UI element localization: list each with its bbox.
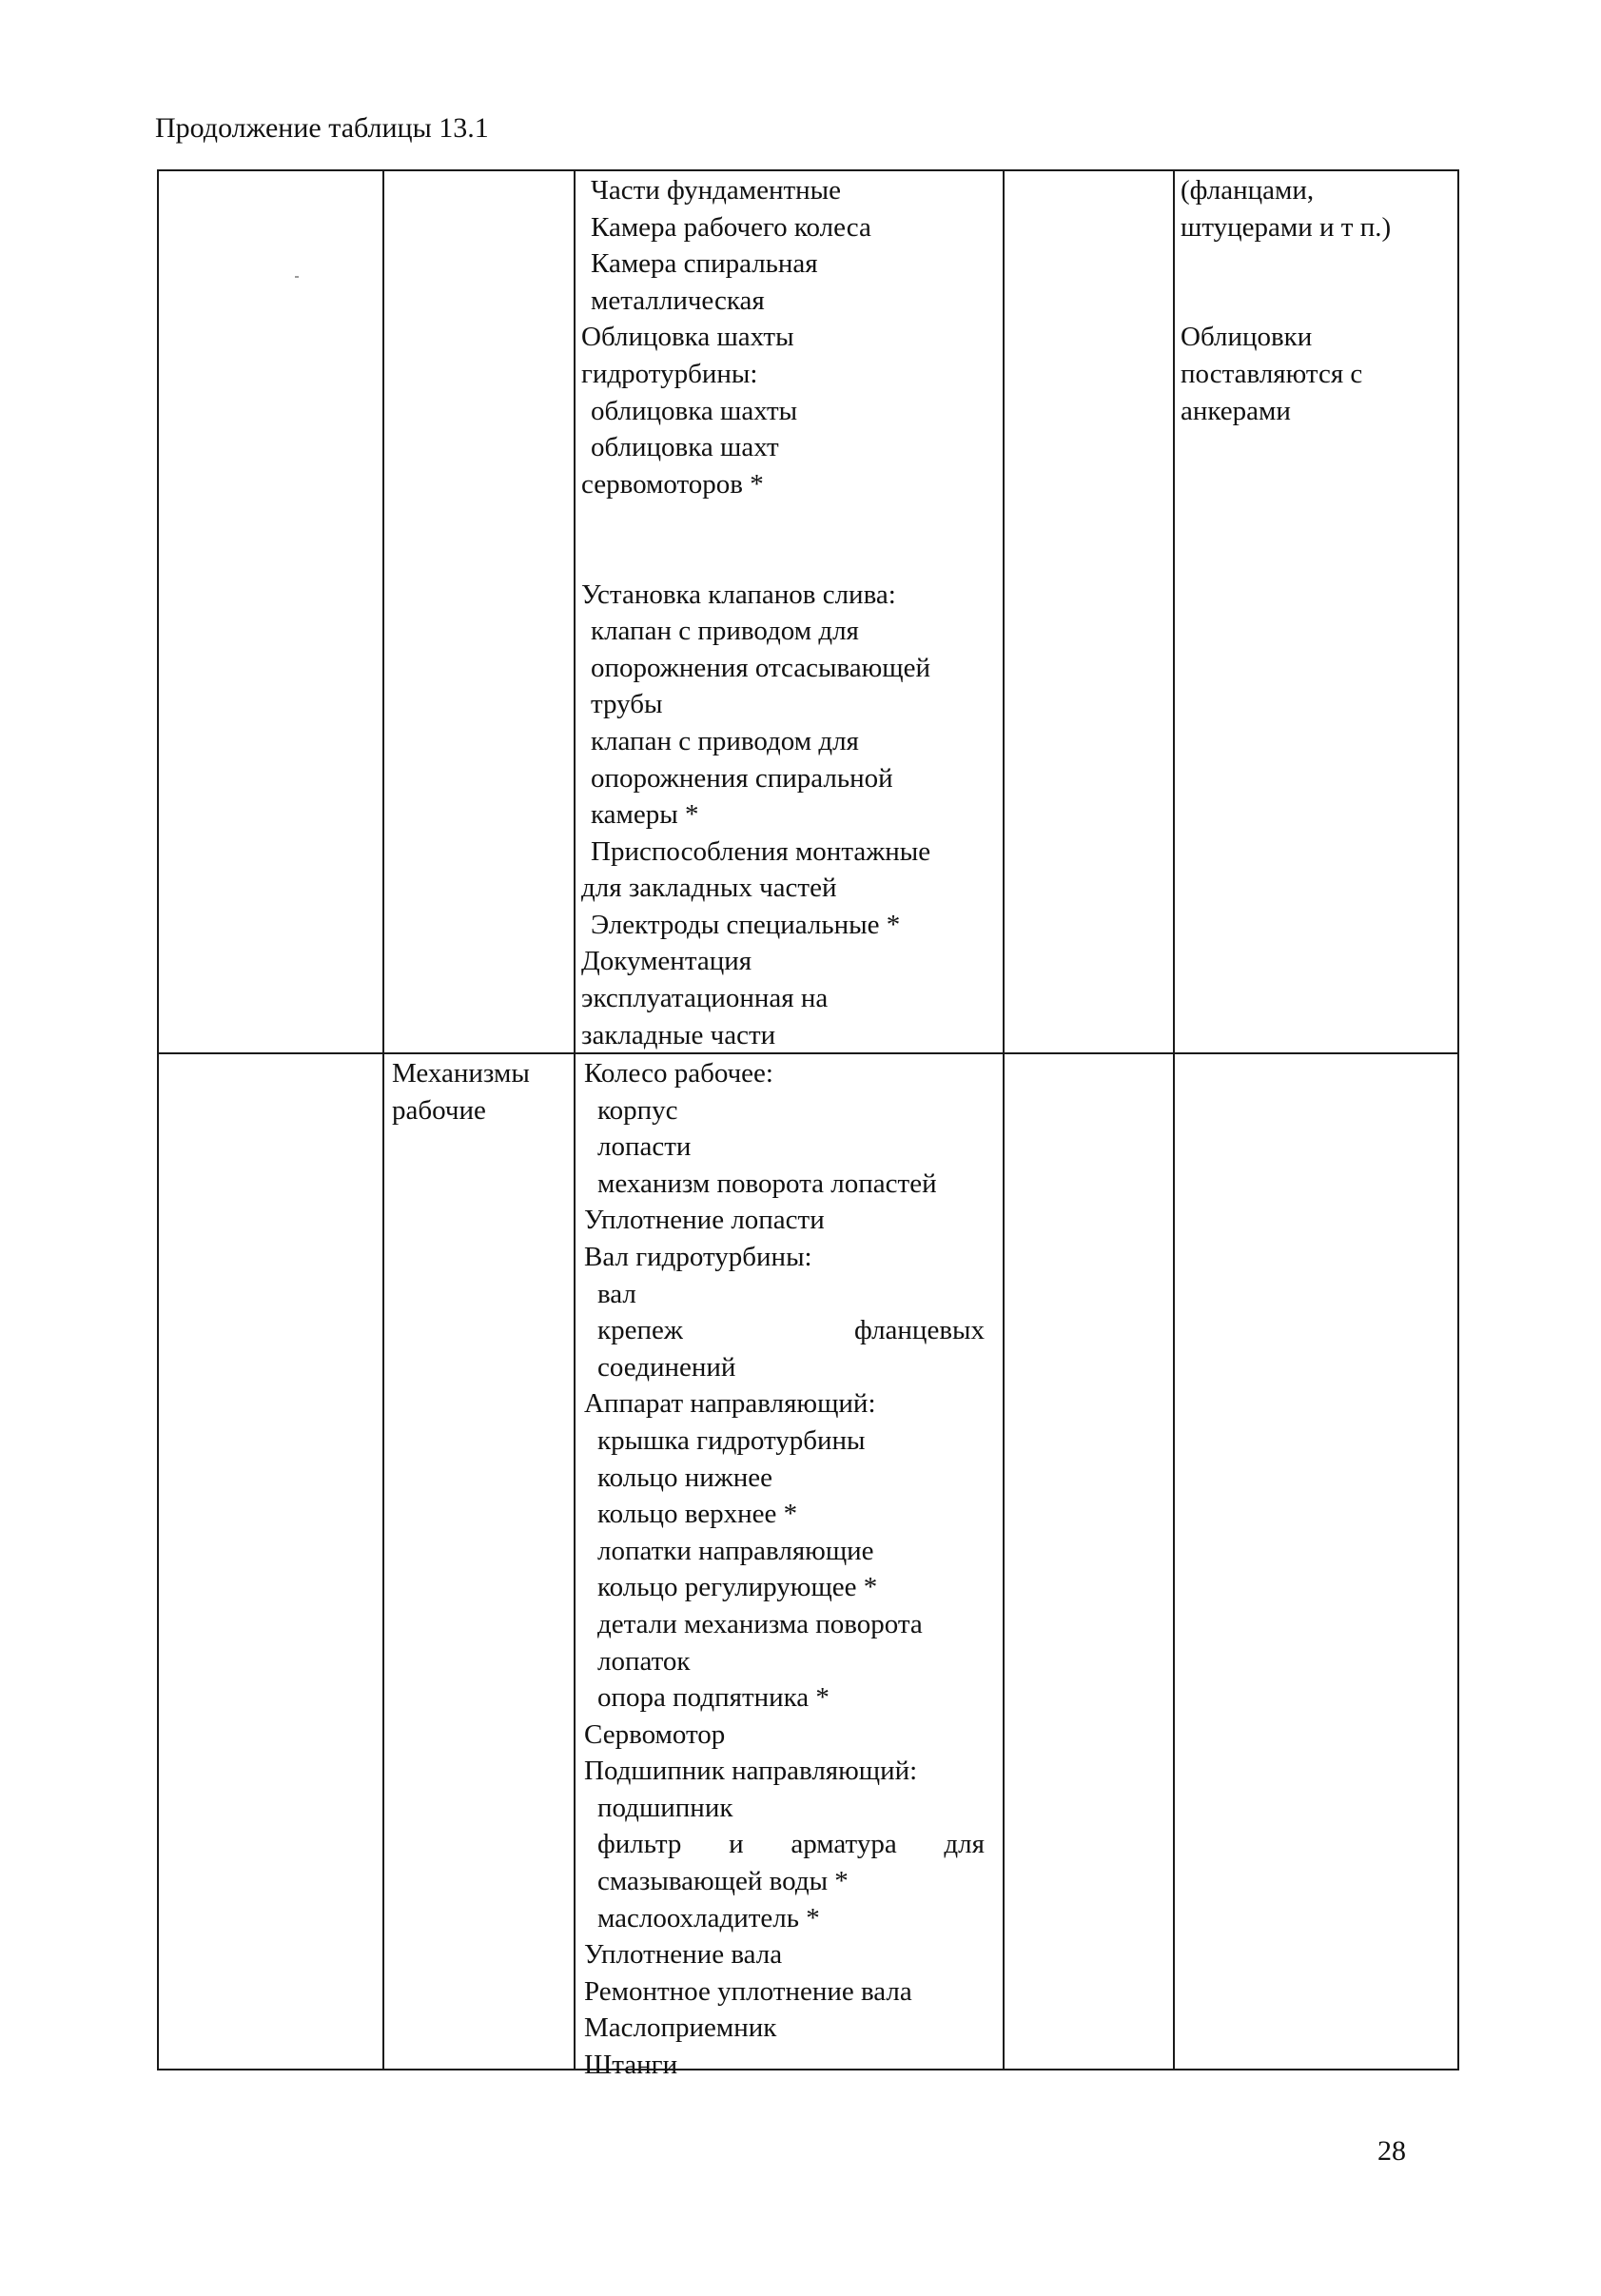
list-item: опорожнения отсасывающей [591, 652, 931, 683]
row1-items-cell [581, 172, 930, 1053]
table-border-top [157, 169, 1459, 171]
list-item: лопасти [597, 1131, 692, 1163]
list-item: сервомоторов * [581, 468, 764, 500]
list-item: для закладных частей [581, 873, 837, 904]
list-item: Аппарат направляющий: [584, 1388, 876, 1420]
group-name-line: Механизмы [392, 1058, 530, 1089]
scan-speck [295, 276, 299, 278]
list-item: облицовка шахты [591, 395, 798, 426]
list-item: клапан с приводом для [591, 725, 859, 756]
word: для [944, 1829, 985, 1860]
list-item: соединений [597, 1351, 736, 1383]
column-divider-3 [1003, 169, 1005, 2070]
list-item: крышка гидротурбины [597, 1424, 866, 1456]
row1-notes-cell [1181, 172, 1391, 429]
blank-line [581, 502, 930, 540]
list-item: Уплотнение лопасти [584, 1205, 825, 1236]
list-item [584, 1312, 985, 1349]
list-item: подшипник [597, 1792, 733, 1823]
list-item: Штанги [584, 2050, 678, 2081]
word: крепеж [597, 1315, 683, 1346]
group-name-line: рабочие [392, 1094, 486, 1126]
list-item: маслоохладитель * [597, 1902, 820, 1933]
list-item: Ремонтное уплотнение вала [584, 1975, 912, 2007]
word: фильтр [597, 1829, 682, 1860]
list-item: Сервомотор [584, 1718, 726, 1750]
word: и [729, 1829, 744, 1860]
list-item: гидротурбины: [581, 358, 758, 389]
list-item: камеры * [591, 799, 699, 831]
list-item: Документация [581, 946, 752, 977]
list-item: корпус [597, 1094, 678, 1126]
list-item: механизм поворота лопастей [597, 1168, 937, 1199]
list-item: Облицовка шахты [581, 322, 794, 353]
column-divider-4 [1173, 169, 1175, 2070]
list-item: клапан с приводом для [591, 616, 859, 647]
table-border-left [157, 169, 159, 2070]
blank-line [1181, 283, 1391, 320]
list-item: Электроды специальные * [591, 909, 901, 940]
page-number: 28 [1377, 2135, 1406, 2167]
list-item: закладные части [581, 1019, 776, 1050]
note-line: Облицовки [1181, 322, 1313, 353]
row2-group-cell [392, 1055, 530, 1128]
column-divider-1 [382, 169, 384, 2070]
note-line: поставляются с [1181, 358, 1363, 389]
table-border-right [1457, 169, 1459, 2070]
list-item: облицовка шахт [591, 432, 779, 463]
note-line: анкерами [1181, 395, 1291, 426]
list-item: вал [597, 1278, 636, 1309]
list-item: лопаток [597, 1645, 691, 1677]
list-item: Колесо рабочее: [584, 1058, 773, 1089]
blank-line [1181, 245, 1391, 283]
list-item: Приспособления монтажные [591, 835, 931, 867]
row2-items-cell [584, 1055, 985, 2084]
list-item: опорожнения спиральной [591, 762, 893, 794]
list-item: Маслоприемник [584, 2012, 777, 2044]
word: фланцевых [854, 1315, 985, 1346]
list-item: кольцо нижнее [597, 1462, 773, 1493]
list-item: Вал гидротурбины: [584, 1241, 812, 1272]
list-item: Подшипник направляющий: [584, 1756, 918, 1787]
list-item: трубы [591, 689, 663, 720]
list-item: Уплотнение вала [584, 1939, 783, 1971]
note-line: (фланцами, [1181, 175, 1315, 206]
word: арматура [791, 1829, 897, 1860]
list-item: металлическая [591, 285, 765, 316]
list-item: Камера рабочего колеса [591, 211, 871, 243]
list-item: эксплуатационная на [581, 983, 829, 1014]
list-item: лопатки направляющие [597, 1535, 874, 1566]
list-item: опора подпятника * [597, 1682, 830, 1714]
list-item: кольцо верхнее * [597, 1499, 798, 1530]
note-line: штуцерами и т п.) [1181, 211, 1392, 243]
list-item: Части фундаментные [591, 175, 842, 206]
list-item: смазывающей воды * [597, 1866, 849, 1897]
list-item: кольцо регулирующее * [597, 1572, 878, 1603]
list-item: Камера спиральная [591, 248, 818, 280]
page-heading: Продолжение таблицы 13.1 [155, 112, 489, 144]
list-item: Установка клапанов слива: [581, 579, 896, 610]
blank-line [581, 540, 930, 577]
column-divider-2 [574, 169, 576, 2070]
list-item: детали механизма поворота [597, 1608, 923, 1639]
list-item [584, 1826, 985, 1863]
